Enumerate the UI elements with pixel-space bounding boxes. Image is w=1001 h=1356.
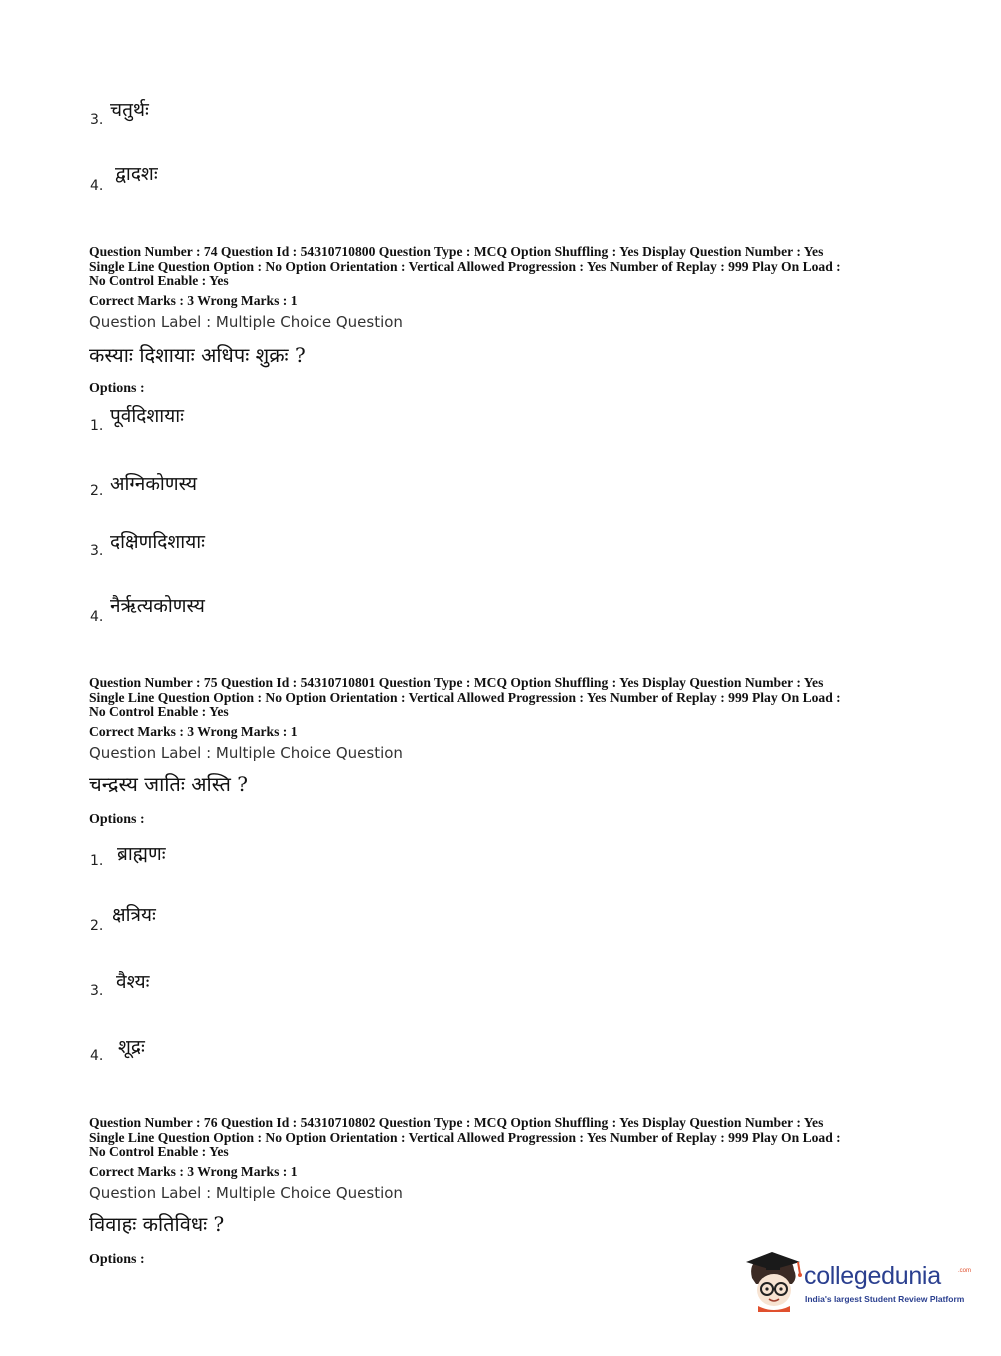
option-number: 3.	[90, 112, 104, 128]
option-text: नैर्ऋत्यकोणस्य	[110, 595, 205, 617]
question-marks: Correct Marks : 3 Wrong Marks : 1	[89, 724, 298, 739]
question-text: चन्द्रस्य जातिः अस्ति ?	[89, 772, 248, 796]
meta-line: Single Line Question Option : No Option Orientation : Vertical Allowed Progression : Yes Number of Replay : 999 Play On Load :	[89, 1129, 841, 1145]
options-header: Options :	[89, 812, 145, 827]
option-number: 2.	[90, 918, 104, 934]
option-number: 3.	[90, 543, 104, 559]
option-text: पूर्वदिशायाः	[110, 405, 184, 427]
question-text: कस्याः दिशायाः अधिपः शुक्रः ?	[89, 343, 306, 367]
mascot-icon	[742, 1248, 804, 1312]
option-number: 3.	[90, 983, 104, 999]
meta-line: Question Number : 74 Question Id : 54310710800 Question Type : MCQ Option Shuffling : Yes Display Question Number : Yes	[89, 244, 824, 259]
brand-domain: .com	[958, 1268, 972, 1274]
option-text: द्वादशः	[115, 163, 158, 185]
question-meta	[89, 1116, 919, 1160]
option-number: 1.	[90, 418, 104, 434]
option-number: 1.	[90, 853, 104, 869]
meta-line: Single Line Question Option : No Option Orientation : Vertical Allowed Progression : Yes Number of Replay : 999 Play On Load :	[89, 689, 841, 705]
meta-line: No Control Enable : Yes	[89, 273, 229, 288]
question-meta	[89, 245, 919, 289]
brand-name: collegedunia	[804, 1262, 941, 1290]
meta-line: No Control Enable : Yes	[89, 1144, 229, 1159]
meta-line: Question Number : 75 Question Id : 54310710801 Question Type : MCQ Option Shuffling : Yes Display Question Number : Yes	[89, 675, 824, 690]
option-number: 4.	[90, 178, 104, 194]
question-marks: Correct Marks : 3 Wrong Marks : 1	[89, 293, 298, 308]
option-text: शूद्रः	[118, 1036, 145, 1058]
meta-line: Single Line Question Option : No Option Orientation : Vertical Allowed Progression : Yes Number of Replay : 999 Play On Load :	[89, 258, 841, 274]
collegedunia-logo	[742, 1248, 972, 1312]
option-text: अग्निकोणस्य	[110, 473, 197, 495]
options-header: Options :	[89, 381, 145, 396]
meta-line: Question Number : 76 Question Id : 54310710802 Question Type : MCQ Option Shuffling : Yes Display Question Number : Yes	[89, 1115, 824, 1130]
question-label: Question Label : Multiple Choice Question	[89, 313, 403, 331]
question-marks: Correct Marks : 3 Wrong Marks : 1	[89, 1164, 298, 1179]
option-number: 4.	[90, 609, 104, 625]
meta-line: No Control Enable : Yes	[89, 704, 229, 719]
options-header: Options :	[89, 1252, 145, 1267]
option-text: क्षत्रियः	[112, 904, 156, 926]
question-text: विवाहः कतिविधः ?	[89, 1212, 225, 1236]
option-text: चतुर्थः	[110, 99, 149, 121]
option-number: 4.	[90, 1048, 104, 1064]
option-text: दक्षिणदिशायाः	[110, 531, 206, 553]
option-number: 2.	[90, 483, 104, 499]
brand-tagline: India's largest Student Review Platform	[805, 1294, 965, 1304]
question-label: Question Label : Multiple Choice Question	[89, 744, 403, 762]
question-meta	[89, 676, 919, 720]
question-label: Question Label : Multiple Choice Question	[89, 1184, 403, 1202]
option-text: ब्राह्मणः	[117, 843, 166, 865]
option-text: वैश्यः	[116, 971, 150, 993]
